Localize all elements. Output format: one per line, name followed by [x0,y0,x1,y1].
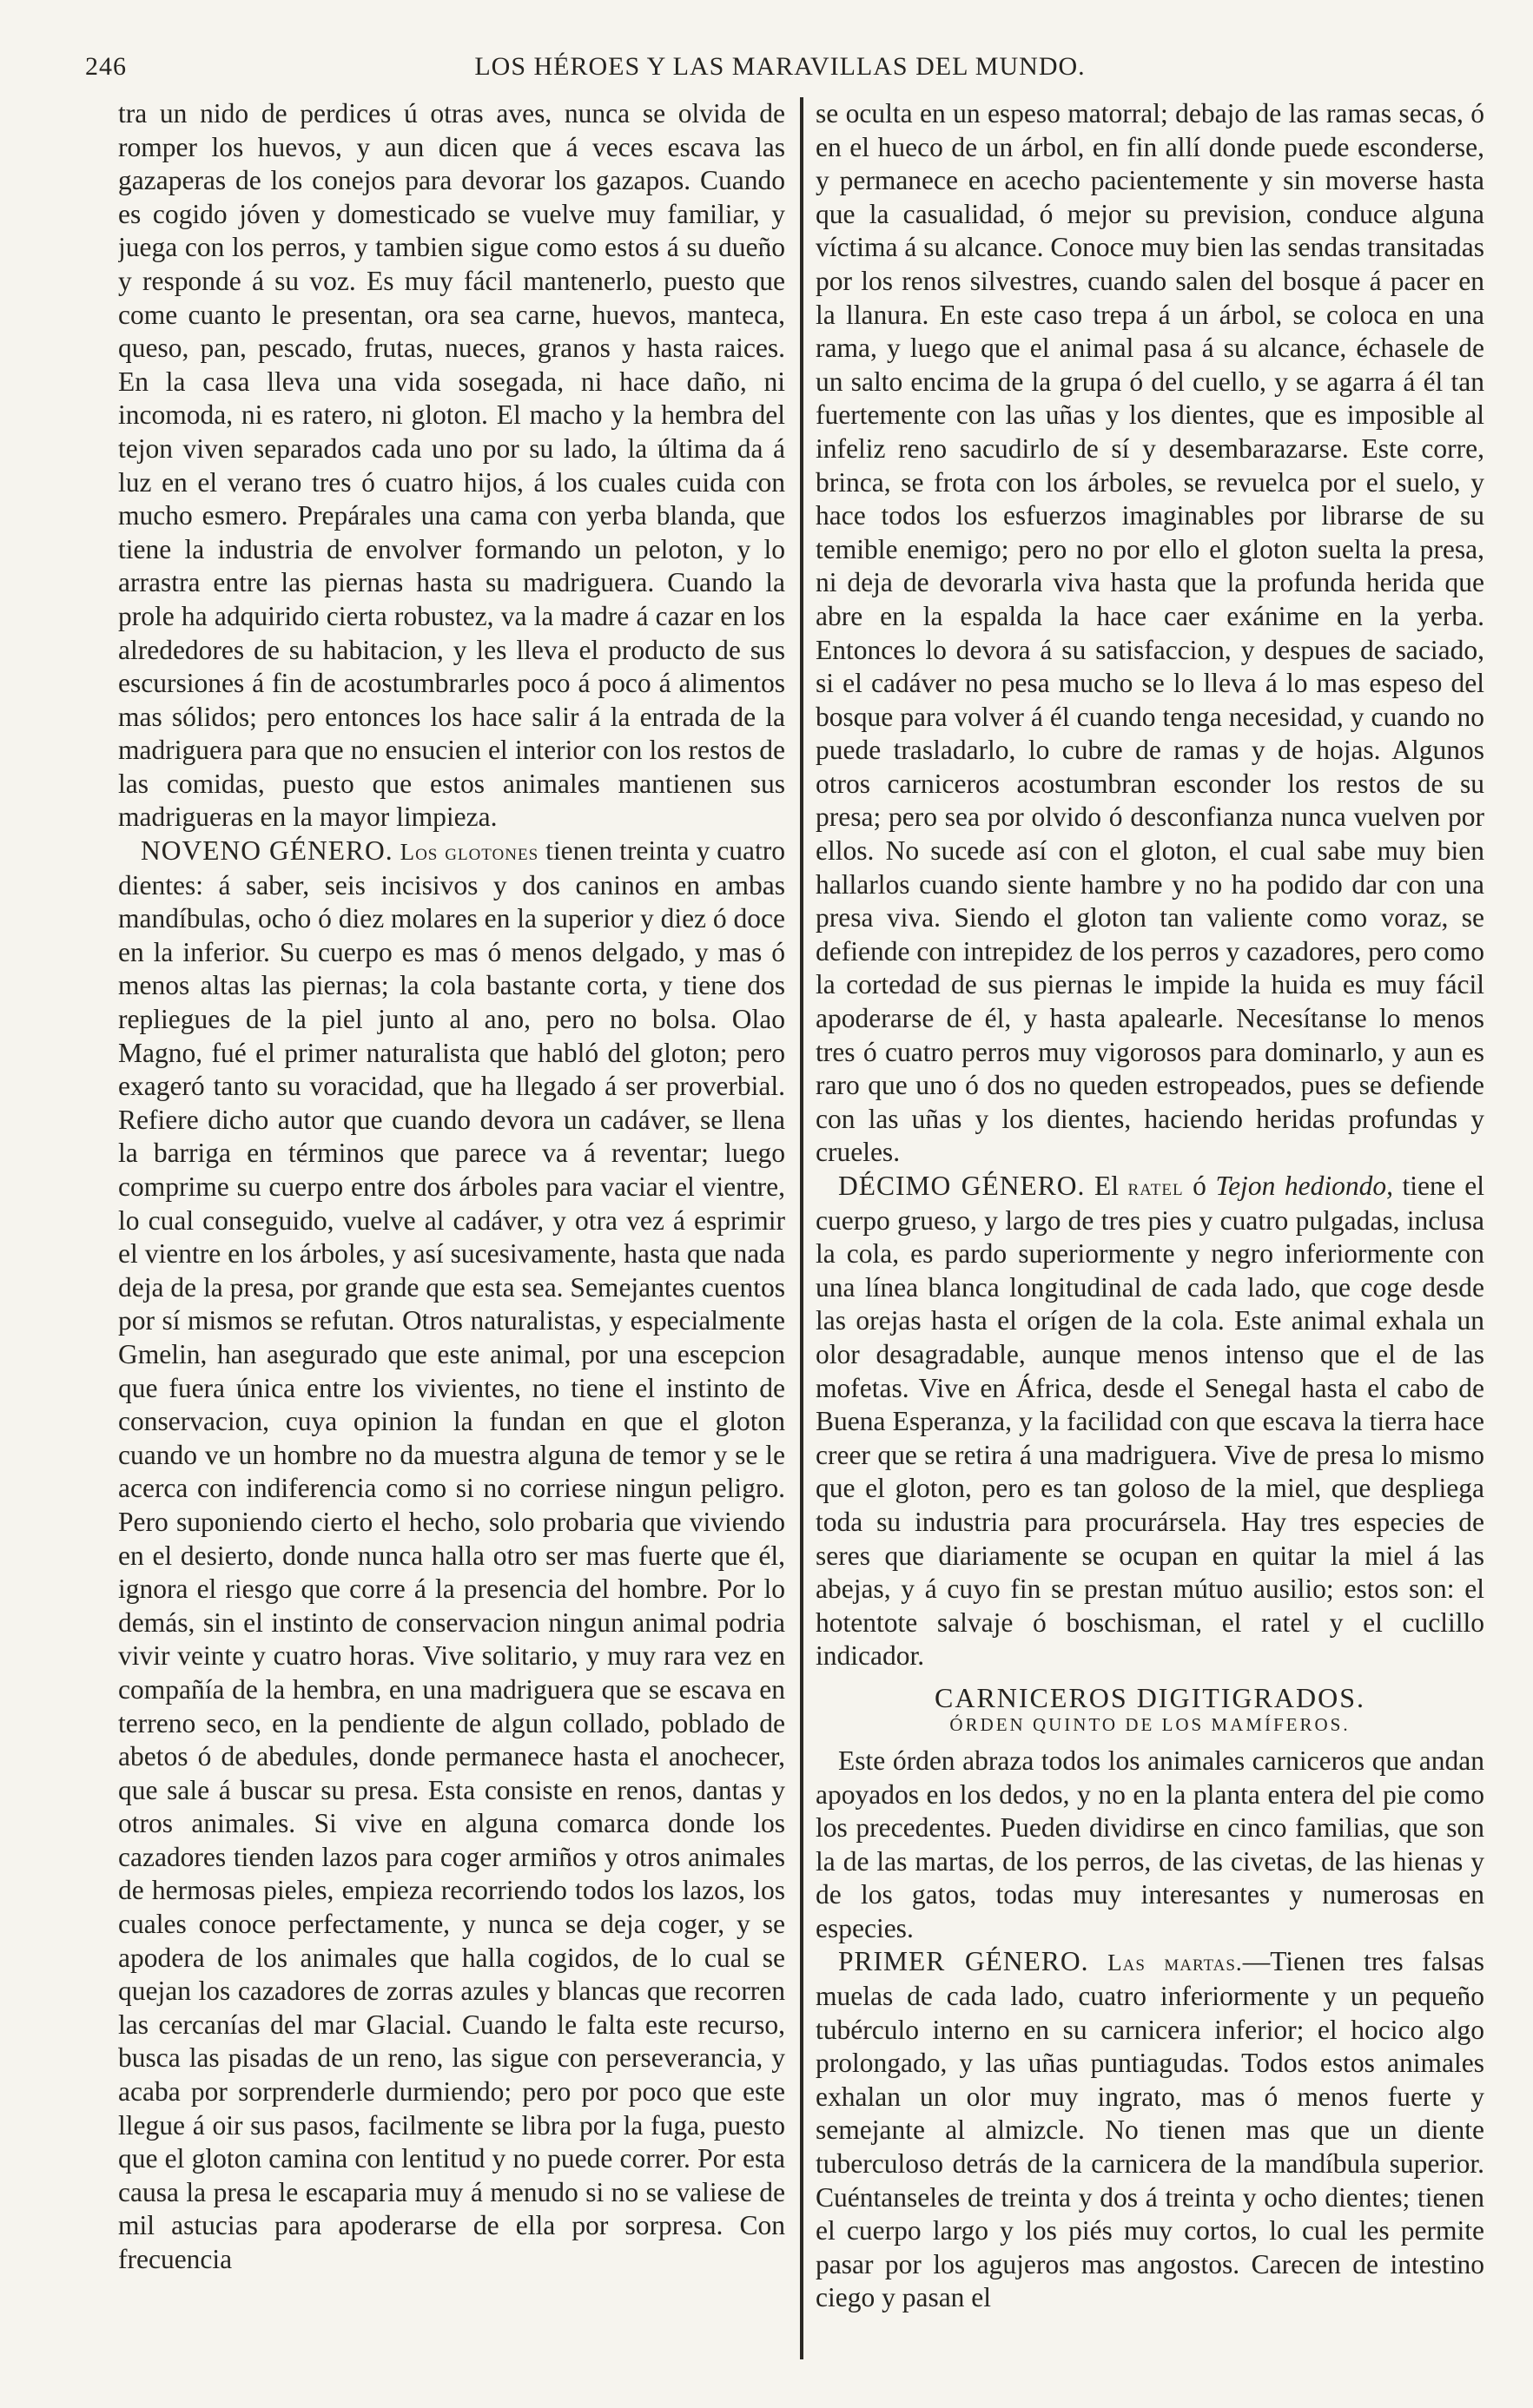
genus-heading-decimo: DÉCIMO GÉNERO. [838,1171,1086,1201]
left-column [118,97,785,2390]
right-paragraph-2-text: tiene el cuerpo grueso, y largo de tres pies y cuatro pulgadas, inclusa la cola, es pardo superiormente y negro inferiormente con una línea blanca longitudinal de cada lado, que coge desde las orejas hasta el orígen de la cola. Este animal exhala un olor desagradable, aunque menos intenso que el de las mofetas. Vive en África, desde el Senegal hasta el cabo de Buena Esperanza, y la facilidad con que escava la tierra hace creer que se retira á una madriguera. Vive de presa lo mismo que el gloton, pero es tan goloso de la miel, que despliega toda su industria para procurársela. Hay tres especies de seres que diariamente se ocupan en quitar la miel á las abejas, y á cuyo fin se prestan mútuo ausilio; estos son: el hotentote salvaje ó boschisman, el ratel y el cuclillo indicador. [816,1171,1484,1672]
ratel-italic-name: Tejon hediondo, [1215,1171,1393,1201]
right-column [816,97,1484,2390]
running-title: LOS HÉROES Y LAS MARAVILLAS DEL MUNDO. [474,52,1086,81]
ratel-conjunction: ó [1193,1171,1206,1201]
page-header [85,52,1475,94]
right-paragraph-4-text: —Tienen tres falsas muelas de cada lado, cuatro inferiormente y un pequeño tubérculo interno en su carnicera inferior; el hocico algo prolongado, y las uñas puntiagudas. Todos estos animales exhalan un olor muy ingrato, mas ó menos fuerte y semejante al almizcle. No tienen mas que un diente tuberculoso detrás de la carnicera de la mandíbula superior. Cuéntanseles de treinta y dos á treinta y ocho dientes; tienen el cuerpo largo y los piés muy cortos, lo cual les permite pasar por los agujeros mas angostos. Carecen de intestino ciego y pasan el [816,1946,1484,2313]
genus-label-martas: Las martas. [1107,1949,1243,1976]
genus-label-ratel: ratel [1127,1174,1184,1200]
genus-heading-noveno: NOVENO GÉNERO. [141,835,393,867]
ratel-intro: El [1094,1171,1119,1201]
section-subheading: ÓRDEN QUINTO DE LOS MAMÍFEROS. [949,1713,1351,1735]
right-paragraph-1: se oculta en un espeso matorral; debajo de las ramas secas, ó en el hueco de un árbol, en fin allí donde puede esconderse, y permanece en acecho pacientemente y sin moverse hasta que la casualidad, ó mejor su prevision, conduce alguna víctima á su alcance. Conoce muy bien las sendas transitadas por los renos silvestres, cuando salen del bosque á pacer en la llanura. En este caso trepa á un árbol, se coloca en una rama, y luego que el animal pasa á su alcance, échasele de un salto encima de la grupa ó del cuello, y se agarra á él tan fuertemente con las uñas y los dientes, que es imposible al infeliz reno sacudirlo de sí y desembarazarse. Este corre, brinca, se frota con los árboles, se revuelca por el suelo, y hace todos los esfuerzos imaginables por librarse de su temible enemigo; pero no por ello el gloton suelta la presa, ni deja de devorarla viva hasta que la profunda herida que abre en la espalda la hace caer exánime en la yerba. Entonces lo devora á su satisfaccion, y despues de saciado, si el cadáver no pesa mucho se lo lleva á lo mas espeso del bosque para volver á él cuando tenga necesidad, y cuando no puede trasladarlo, lo cubre de ramas y de hojas. Algunos otros carniceros acostumbran esconder los restos de su presa; pero sea por olvido ó desconfianza nunca vuelven por ellos. No sucede así con el gloton, el cual sabe muy bien hallarlos cuando siente hambre y no ha podido dar con una presa viva. Siendo el gloton tan valiente como voraz, se defiende con intrepidez de los perros y cazadores, pero como la cortedad de sus piernas le impide la huida es muy fácil apoderarse de él, y hasta apalearle. Necesítanse lo menos tres ó cuatro perros muy vigorosos para dominarlo, y aun es raro que uno ó dos no queden estropeados, pues se defiende con las uñas y los dientes, haciendo heridas profundas y crueles. [816,98,1484,1168]
left-paragraph-noveno-genero [118,835,785,2277]
column-divider [800,97,803,2359]
right-paragraph-decimo-genero [816,1170,1484,1673]
page-number: 246 [85,52,127,81]
section-heading: CARNICEROS DIGITIGRADOS. [934,1681,1365,1713]
right-paragraph-primer-genero [816,1945,1484,2315]
genus-label-glotones: Los glotones [400,839,539,866]
genus-heading-primer: PRIMER GÉNERO. [838,1946,1089,1977]
right-paragraph-3: Este órden abraza todos los animales carniceros que andan apoyados en los dedos, y no en la planta entera del pie como los precedentes. Pueden dividirse en cinco familias, que son la de las martas, de los perros, de las civetas, de las hienas y de los gatos, todas muy interesantes y numerosas en especies. [816,1745,1484,1943]
left-paragraph-2-text: tienen treinta y cuatro dientes: á saber, seis incisivos y dos caninos en ambas mandíbulas, ocho ó diez molares en la superior y diez ó doce en la inferior. Su cuerpo es mas ó menos delgado, y mas ó menos altas las piernas; la cola bastante corta, y tiene dos repliegues de la piel junto al ano, pero no bolsa. Olao Magno, fué el primer naturalista que habló del gloton; pero exageró tanto su voracidad, que ha llegado á ser proverbial. Refiere dicho autor que cuando devora un cadáver, se llena la barriga en términos que parece va á reventar; luego comprime su cuerpo entre dos árboles para vaciar el vientre, lo cual conseguido, vuelve al cadáver, y otra vez á esprimir el vientre en los árboles, y así sucesivamente, hasta que nada deja de la presa, por grande que esta sea. Semejantes cuentos por sí mismos se refutan. Otros naturalistas, y especialmente Gmelin, han asegurado que este animal, por una escepcion que fuera única entre los vivientes, no tiene el instinto de conservacion, cuya opinion la fundan en que el gloton cuando ve un hombre no da muestra alguna de temor y se le acerca con indiferencia como si no corriese ningun peligro. Pero suponiendo cierto el hecho, solo probaria que viviendo en el desierto, donde nunca halla otro ser mas fuerte que él, ignora el riesgo que corre á la presencia del hombre. Por lo demás, sin el instinto de conservacion ningun animal podria vivir veinte y cuatro horas. Vive solitario, y muy rara vez en compañía de la hembra, en una madriguera que se escava en terreno seco, en la pendiente de algun collado, poblado de abetos ó de abedules, donde permanece hasta el anochecer, que sale á buscar su presa. Esta consiste en renos, dantas y otros animales. Si vive en alguna comarca donde los cazadores tienden lazos para coger armiños y otros animales de hermosas pieles, empieza recorriendo todos los lazos, los cuales conoce perfectamente, y nunca se deja coger, y se apodera de los animales que halla cogidos, de lo cual se quejan los cazadores de zorras azules y blancas que recorren las cercanías del mar Glacial. Cuando le falta este recurso, busca las pisadas de un reno, las sigue con perseverancia, y acaba por sorprenderle durmiendo; pero por poco que este llegue á oir sus pasos, facilmente se libra por la fuga, puesto que el gloton camina con lentitud y no puede correr. Por esta causa la presa le escaparia muy á menudo si no se valiese de mil astucias para apoderarse de ella por sorpresa. Con frecuencia [118,835,785,2274]
left-paragraph-1: tra un nido de perdices ú otras aves, nunca se olvida de romper los huevos, y aun dicen que á veces escava las gazaperas de los conejos para devorar los gazapos. Cuando es cogido jóven y domesticado se vuelve muy familiar, y juega con los perros, y tambien sigue como estos á su dueño y responde á su voz. Es muy fácil mantenerlo, puesto que come cuanto le presentan, ora sea carne, huevos, manteca, queso, pan, pescado, frutas, nueces, granos y hasta raices. En la casa lleva una vida sosegada, ni hace daño, ni incomoda, ni es ratero, ni gloton. El macho y la hembra del tejon viven separados cada uno por su lado, la última da á luz en el verano tres ó cuatro hijos, á los cuales cuida con mucho esmero. Prepárales una cama con yerba blanda, que tiene la industria de envolver formando un peloton, y lo arrastra entre las piernas hasta su madriguera. Cuando la prole ha adquirido cierta robustez, va la madre á cazar en los alrededores de su habitacion, y les lleva el producto de sus escursiones á fin de acostumbrarles poco á poco á alimentos mas sólidos; pero entonces los hace salir á la entrada de la madriguera para que no ensucien el interior con los restos de las comidas, puesto que estos animales mantienen sus madrigueras en la mayor limpieza. [118,98,785,833]
